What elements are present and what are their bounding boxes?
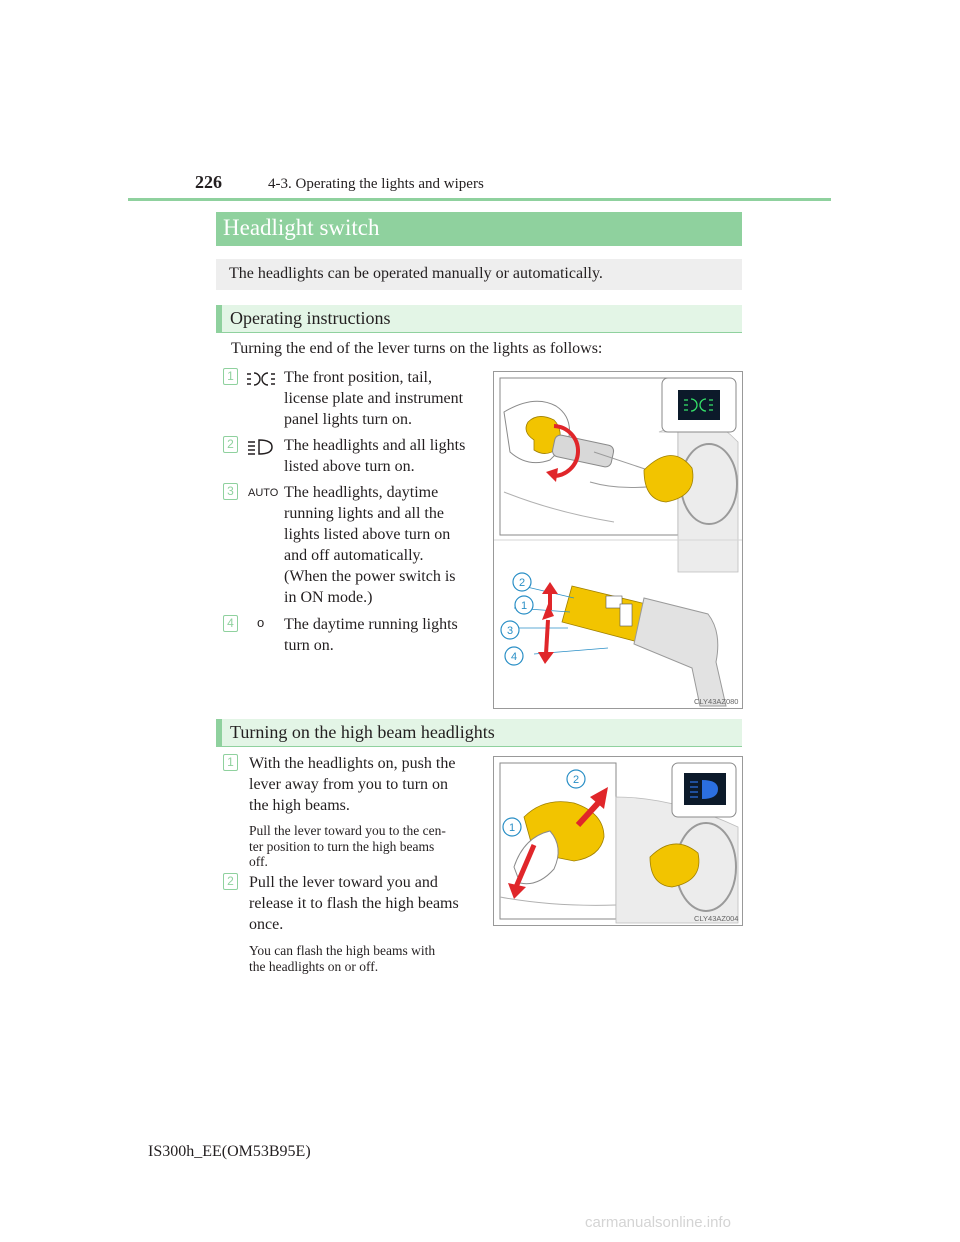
step-number: 1: [223, 368, 238, 385]
figure-callout: 4: [510, 651, 518, 663]
section-title: Headlight switch: [216, 212, 742, 246]
intro-box: The headlights can be operated manually or automatically.: [216, 259, 742, 290]
step-number: 2: [223, 436, 238, 453]
tail-lights-icon: [246, 371, 276, 387]
step-4-text: The daytime running lights turn on.: [284, 616, 458, 654]
high-beam-step-1-text: With the headlights on, push the lever away from you to turn on the high beams.: [249, 755, 456, 814]
high-beam-step-2-note: You can flash the high beams with the headlights on or off.: [249, 943, 436, 974]
light-switch-figure: [493, 371, 743, 709]
footer-model-code: IS300h_EE(OM53B95E): [148, 1143, 311, 1160]
high-beam-step-1-note: Pull the lever toward you to the cen- ter position to turn the high beams off.: [249, 823, 446, 869]
off-position-icon: o: [257, 615, 265, 630]
high-beam-heading: Turning on the high beam headlights: [216, 719, 742, 747]
figure-callout: 2: [518, 577, 526, 589]
step-number: 3: [223, 483, 238, 500]
figure-callout: 2: [572, 774, 580, 786]
figure-code: CLY43AZ080: [694, 697, 739, 706]
figure-callout: 1: [508, 822, 516, 834]
step-2-text: The headlights and all lights listed above turn on.: [284, 437, 466, 475]
lead-text: Turning the end of the lever turns on the lights as follows:: [231, 340, 603, 357]
page-number: 226: [195, 172, 222, 192]
auto-icon: AUTO: [248, 487, 279, 499]
high-beam-figure: [493, 756, 743, 926]
headlight-icon: [246, 438, 276, 456]
footer-watermark: carmanualsonline.info: [585, 1214, 731, 1231]
chapter-title: 4-3. Operating the lights and wipers: [268, 176, 484, 192]
step-number: 2: [223, 873, 238, 890]
header-rule: [128, 198, 831, 201]
operating-instructions-heading: Operating instructions: [216, 305, 742, 333]
figure-callout: 3: [506, 625, 514, 637]
step-3-text: The headlights, daytime running lights and all the lights listed above turn on and off automatically. (When the power switch is in ON mode.): [284, 484, 456, 606]
high-beam-step-2-text: Pull the lever toward you and release it to flash the high beams once.: [249, 874, 459, 933]
step-number: 4: [223, 615, 238, 632]
step-1-text: The front position, tail, license plate and instrument panel lights turn on.: [284, 369, 464, 428]
figure-callout: 1: [520, 600, 528, 612]
step-number: 1: [223, 754, 238, 771]
figure-code: CLY43AZ004: [694, 914, 739, 923]
